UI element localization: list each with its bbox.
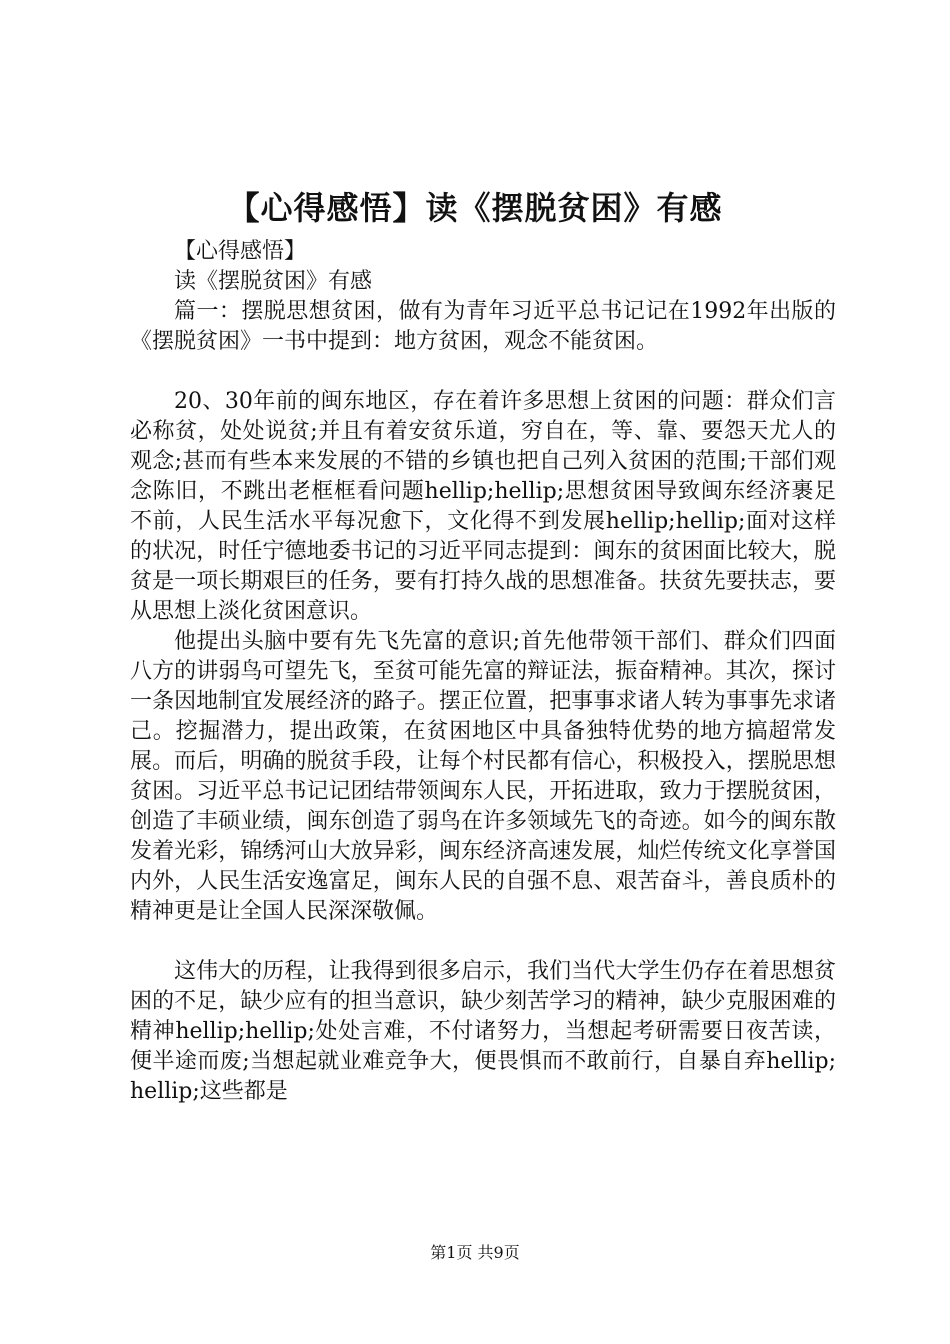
paragraph-background: 20、30年前的闽东地区，存在着许多思想上贫困的问题：群众们言必称贫，处处说贫;并且有着安贫乐道，穷自在，等、靠、要怨天尤人的观念;甚而有些本来发展的不错的乡镇也把自己列入贫困的范围;干部们观念陈旧，不跳出老框框看问题hellip;hellip;思想贫困导致闽东经济裹足不前，人民生活水平每况愈下，文化得不到发展hellip;hellip;面对这样的状况，时任宁德地委书记的习近平同志提到：闽东的贫困面比较大，脱贫是一项长期艰巨的任务，要有打持久战的思想准备。扶贫先要扶志，要从思想上淡化贫困意识。 bbox=[130, 389, 836, 624]
page-number-footer: 第1页 共9页 bbox=[430, 1243, 520, 1262]
paragraph-intro: 篇一：摆脱思想贫困，做有为青年习近平总书记记在1992年出版的《摆脱贫困》一书中提到：地方贫困，观念不能贫困。 bbox=[130, 299, 836, 354]
paragraph-category-tag: 【心得感悟】 bbox=[174, 239, 307, 264]
paragraph-approach: 他提出头脑中要有先飞先富的意识;首先他带领干部们、群众们四面八方的讲弱鸟可望先飞，至贫可能先富的辩证法，振奋精神。其次，探讨一条因地制宜发展经济的路子。摆正位置，把事事求诸人转为事事先求诸己。挖掘潜力，提出政策，在贫困地区中具备独特优势的地方搞超常发展。而后，明确的脱贫手段，让每个村民都有信心，积极投入，摆脱思想贫困。习近平总书记记团结带领闽东人民，开拓进取，致力于摆脱贫困，创造了丰硕业绩，闽东创造了弱鸟在许多领域先飞的奇迹。如今的闽东散发着光彩，锦绣河山大放异彩，闽东经济高速发展，灿烂传统文化享誉国内外，人民生活安逸富足，闽东人民的自强不息、艰苦奋斗，善良质朴的精神更是让全国人民深深敬佩。 bbox=[130, 629, 836, 924]
document-title: 【心得感悟】读《摆脱贫困》有感 bbox=[227, 189, 723, 227]
paragraph-subtitle: 读《摆脱贫困》有感 bbox=[174, 269, 373, 294]
document-body bbox=[130, 237, 836, 1107]
paragraph-reflection: 这伟大的历程，让我得到很多启示，我们当代大学生仍存在着思想贫困的不足，缺少应有的担当意识，缺少刻苦学习的精神，缺少克服困难的精神hellip;hellip;处处言难，不付诸努力，当想起考研需要日夜苦读，便半途而废;当想起就业难竞争大，便畏惧而不敢前行，自暴自弃hellip;hellip;这些都是 bbox=[130, 959, 836, 1104]
